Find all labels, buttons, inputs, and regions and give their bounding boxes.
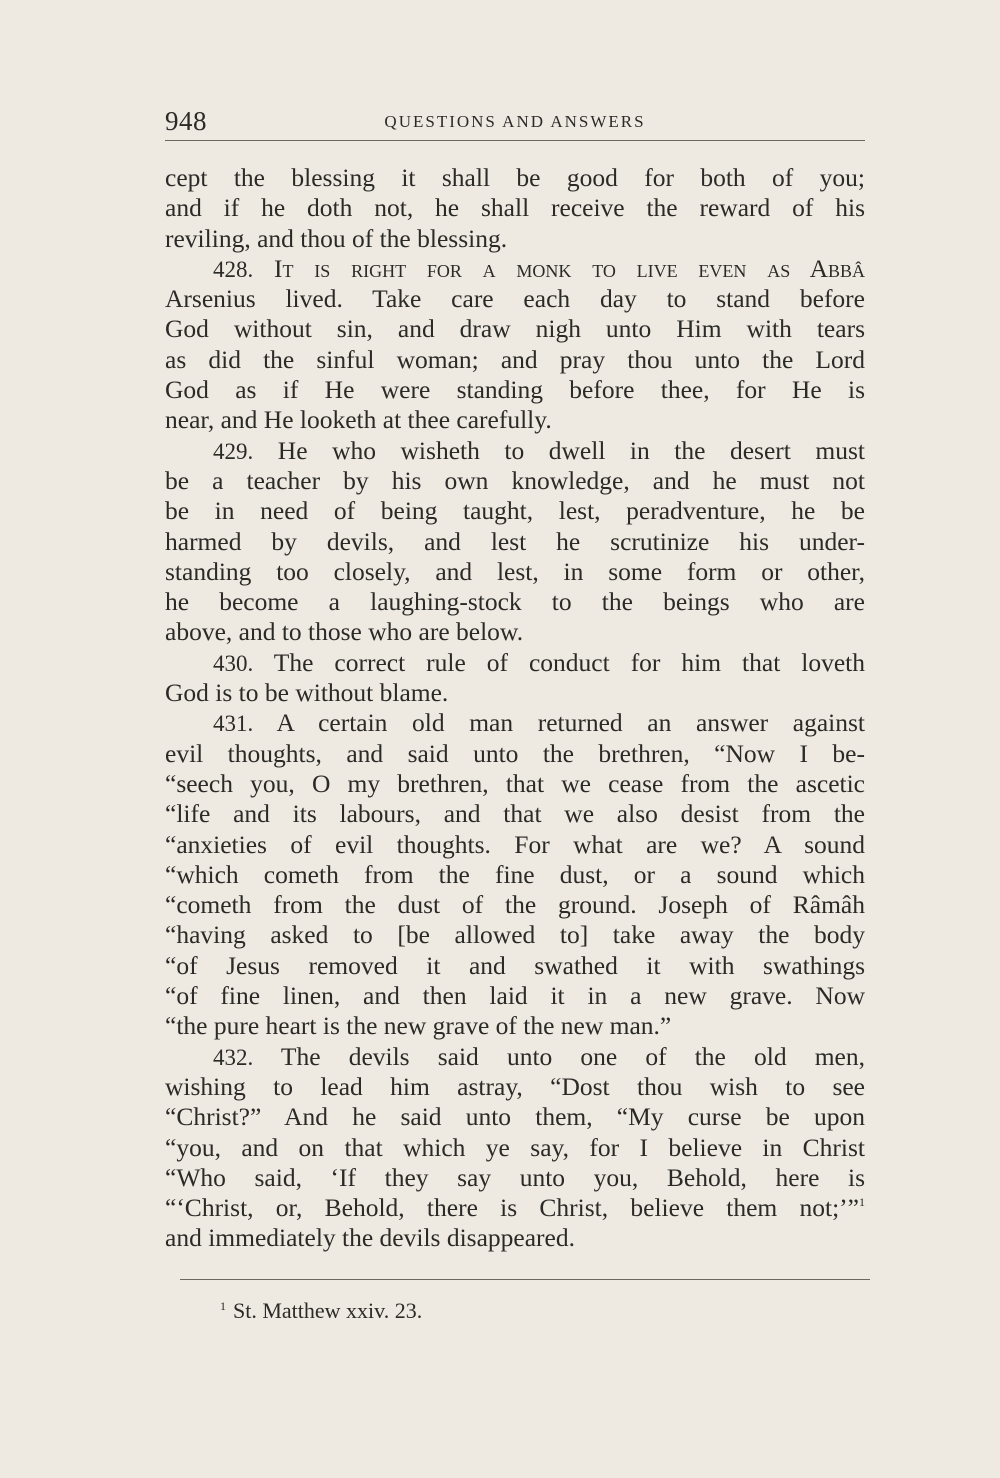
- paragraph-number: 432.: [213, 1044, 254, 1070]
- text-line: reviling, and thou of the blessing.: [165, 223, 508, 253]
- text-line: The devils said unto one of the old men,: [280, 1041, 865, 1071]
- footnote-divider: [180, 1279, 870, 1280]
- text-line: “which cometh from the fine dust, or a sound which: [165, 859, 865, 889]
- paragraph-number: 429.: [213, 438, 254, 464]
- text-line: he become a laughing-stock to the beings who are: [165, 587, 865, 617]
- text-line: “‘Christ, or, Behold, there is Christ, believe them not;’”: [165, 1193, 859, 1223]
- text-line: He who wisheth to dwell in the desert must: [277, 435, 866, 465]
- paragraph-number: 428.: [213, 256, 254, 282]
- text-line: God without sin, and draw nigh unto Him with tears: [165, 314, 865, 344]
- text-line: as did the sinful woman; and pray thou unto the Lord: [165, 344, 865, 374]
- page-number: 948: [165, 106, 207, 136]
- text-line: be in need of being taught, lest, peradventure, he be: [165, 496, 865, 526]
- text-line: Arsenius lived. Take care each day to stand before: [165, 284, 865, 314]
- text-line: above, and to those who are below.: [165, 617, 524, 647]
- text-line: God as if He were standing before thee, for He is: [165, 375, 865, 405]
- paragraph-first-line: [165, 708, 865, 738]
- text-line: “cometh from the dust of the ground. Joseph of Râmâh: [165, 890, 865, 920]
- text-line: wishing to lead him astray, “Dost thou wish to see: [165, 1071, 865, 1101]
- text-line: “life and its labours, and that we also desist from the: [165, 799, 865, 829]
- footnoted-line: [165, 1193, 865, 1223]
- paragraph-first-line: [165, 648, 865, 678]
- page-body: [165, 163, 865, 1254]
- text-line: and immediately the devils disappeared.: [165, 1223, 575, 1253]
- paragraph-first-line: [165, 254, 865, 284]
- footnote: [220, 1298, 422, 1324]
- text-line: evil thoughts, and said unto the brethren, “Now I be-: [165, 738, 865, 768]
- text-line: be a teacher by his own knowledge, and he must not: [165, 465, 865, 495]
- text-line: “you, and on that which ye say, for I believe in Christ: [165, 1132, 865, 1162]
- text-line: “of fine linen, and then laid it in a new grave. Now: [165, 981, 865, 1011]
- footnote-mark: 1: [220, 1299, 226, 1313]
- text-line: “seech you, O my brethren, that we cease from the ascetic: [165, 768, 865, 798]
- text-line: “having asked to [be allowed to] take away the body: [165, 920, 865, 950]
- paragraph-first-line: [165, 1042, 865, 1072]
- footnote-reference: 1: [859, 1195, 865, 1210]
- text-line: It is right for a monk to live even as Abbâ: [274, 253, 866, 283]
- text-line: “of Jesus removed it and swathed it with swathings: [165, 950, 865, 980]
- text-line: “Who said, ‘If they say unto you, Behold, here is: [165, 1162, 865, 1192]
- text-line: A certain old man returned an answer against: [276, 708, 865, 738]
- footnote-text: St. Matthew xxiv. 23.: [233, 1298, 423, 1323]
- text-line: The correct rule of conduct for him that loveth: [273, 647, 866, 677]
- running-head: QUESTIONS AND ANSWERS: [384, 112, 646, 131]
- text-line: “the pure heart is the new grave of the new man.”: [165, 1011, 672, 1041]
- text-line: “Christ?” And he said unto them, “My curse be upon: [165, 1102, 865, 1132]
- text-line: and if he doth not, he shall receive the reward of his: [165, 193, 865, 223]
- text-line: harmed by devils, and lest he scrutinize his under-: [165, 526, 865, 556]
- text-line: God is to be without blame.: [165, 678, 449, 708]
- paragraph-number: 431.: [213, 711, 254, 737]
- text-line: near, and He looketh at thee carefully.: [165, 405, 552, 435]
- text-line: “anxieties of evil thoughts. For what are we? A sound: [165, 829, 865, 859]
- paragraph-first-line: [165, 436, 865, 466]
- text-line: cept the blessing it shall be good for both of you;: [165, 163, 865, 192]
- text-line: standing too closely, and lest, in some form or other,: [165, 556, 865, 586]
- page-header: [165, 104, 865, 141]
- paragraph-number: 430.: [213, 650, 254, 676]
